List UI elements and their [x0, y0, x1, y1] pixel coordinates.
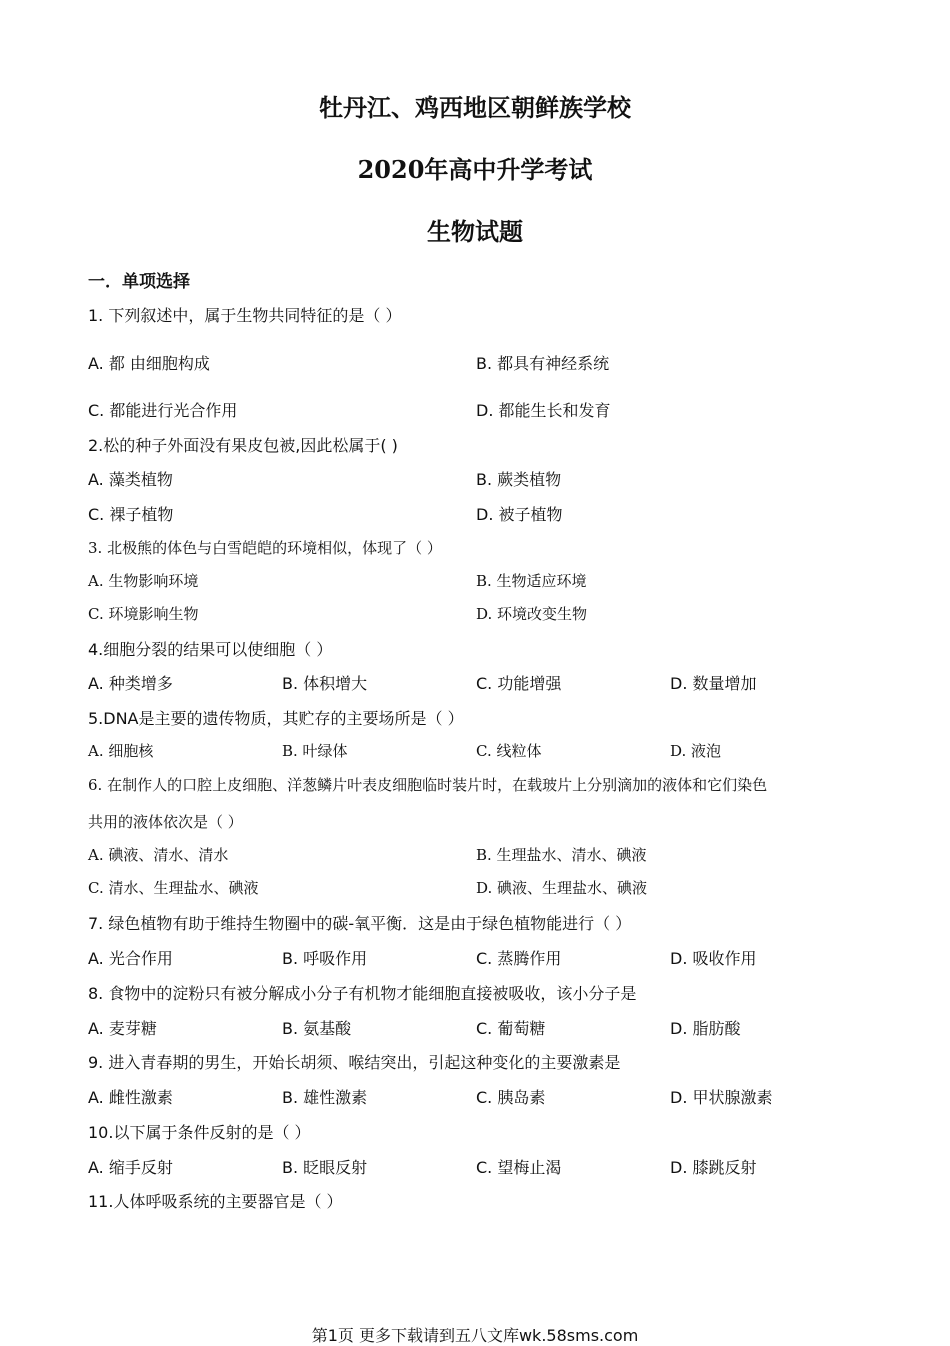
- question-stem: 6. 在制作人的口腔上皮细胞、洋葱鳞片叶表皮细胞临时装片时，在载玻片上分别滴加的液体和它们染色: [88, 776, 768, 794]
- option: C. 清水、生理盐水、碘液: [88, 879, 259, 897]
- option: A. 生物影响环境: [88, 572, 199, 590]
- option: B. 都具有神经系统: [476, 354, 610, 373]
- question-stem: 3. 北极熊的体色与白雪皑皑的环境相似，体现了（ ）: [88, 539, 442, 557]
- option: A. 都 由细胞构成: [88, 354, 210, 373]
- option: B. 蕨类植物: [476, 470, 562, 489]
- option: D. 脂肪酸: [670, 1019, 741, 1038]
- option: C. 功能增强: [476, 674, 562, 693]
- question-stem-continued: 共用的液体依次是（ ）: [88, 813, 243, 831]
- option: B. 雄性激素: [282, 1088, 368, 1107]
- page-footer: 第1页 更多下载请到五八文库wk.58sms.com: [311, 1326, 639, 1345]
- option: D. 被子植物: [476, 505, 563, 524]
- question-stem: 4.细胞分裂的结果可以使细胞（ ）: [88, 640, 333, 659]
- option: D. 都能生长和发育: [476, 401, 611, 420]
- option: B. 体积增大: [282, 674, 368, 693]
- option: A. 光合作用: [88, 949, 173, 968]
- question-stem: 10.以下属于条件反射的是（ ）: [88, 1123, 311, 1142]
- option: A. 麦芽糖: [88, 1019, 157, 1038]
- option: B. 眨眼反射: [282, 1158, 368, 1177]
- question-stem: 7. 绿色植物有助于维持生物圈中的碳-氧平衡．这是由于绿色植物能进行（ ）: [88, 914, 632, 933]
- question-stem: 1. 下列叙述中，属于生物共同特征的是（ ）: [88, 306, 402, 325]
- option: D. 膝跳反射: [670, 1158, 757, 1177]
- option: A. 种类增多: [88, 674, 173, 693]
- option: D. 数量增加: [670, 674, 757, 693]
- option: A. 碘液、清水、清水: [88, 846, 229, 864]
- option: C. 葡萄糖: [476, 1019, 546, 1038]
- title-exam: 2020年高中升学考试: [357, 155, 593, 184]
- option: D. 碘液、生理盐水、碘液: [476, 879, 648, 897]
- option: B. 叶绿体: [282, 742, 348, 760]
- option: B. 呼吸作用: [282, 949, 368, 968]
- option: C. 胰岛素: [476, 1088, 546, 1107]
- option: B. 生物适应环境: [476, 572, 587, 590]
- question-stem: 8. 食物中的淀粉只有被分解成小分子有机物才能细胞直接被吸收，该小分子是: [88, 984, 637, 1003]
- question-stem: 9. 进入青春期的男生，开始长胡须、喉结突出，引起这种变化的主要激素是: [88, 1053, 621, 1072]
- option: C. 望梅止渴: [476, 1158, 562, 1177]
- option: D. 环境改变生物: [476, 605, 588, 623]
- title-school: 牡丹江、鸡西地区朝鲜族学校: [319, 93, 631, 122]
- option: A. 细胞核: [88, 742, 154, 760]
- question-stem: 2.松的种子外面没有果皮包被,因此松属于( ): [88, 436, 398, 455]
- option: A. 藻类植物: [88, 470, 173, 489]
- option: B. 氨基酸: [282, 1019, 352, 1038]
- option: C. 裸子植物: [88, 505, 174, 524]
- option: A. 雌性激素: [88, 1088, 173, 1107]
- question-stem: 11.人体呼吸系统的主要器官是（ ）: [88, 1192, 343, 1211]
- option: C. 线粒体: [476, 742, 542, 760]
- question-stem: 5.DNA是主要的遗传物质，其贮存的主要场所是（ ）: [88, 709, 464, 728]
- option: B. 生理盐水、清水、碘液: [476, 846, 647, 864]
- option: C. 都能进行光合作用: [88, 401, 238, 420]
- section-heading: 一．单项选择: [88, 272, 190, 292]
- option: A. 缩手反射: [88, 1158, 173, 1177]
- option: D. 吸收作用: [670, 949, 757, 968]
- title-subject: 生物试题: [427, 217, 523, 246]
- option: D. 甲状腺激素: [670, 1088, 773, 1107]
- option: D. 液泡: [670, 742, 722, 760]
- option: C. 蒸腾作用: [476, 949, 562, 968]
- option: C. 环境影响生物: [88, 605, 199, 623]
